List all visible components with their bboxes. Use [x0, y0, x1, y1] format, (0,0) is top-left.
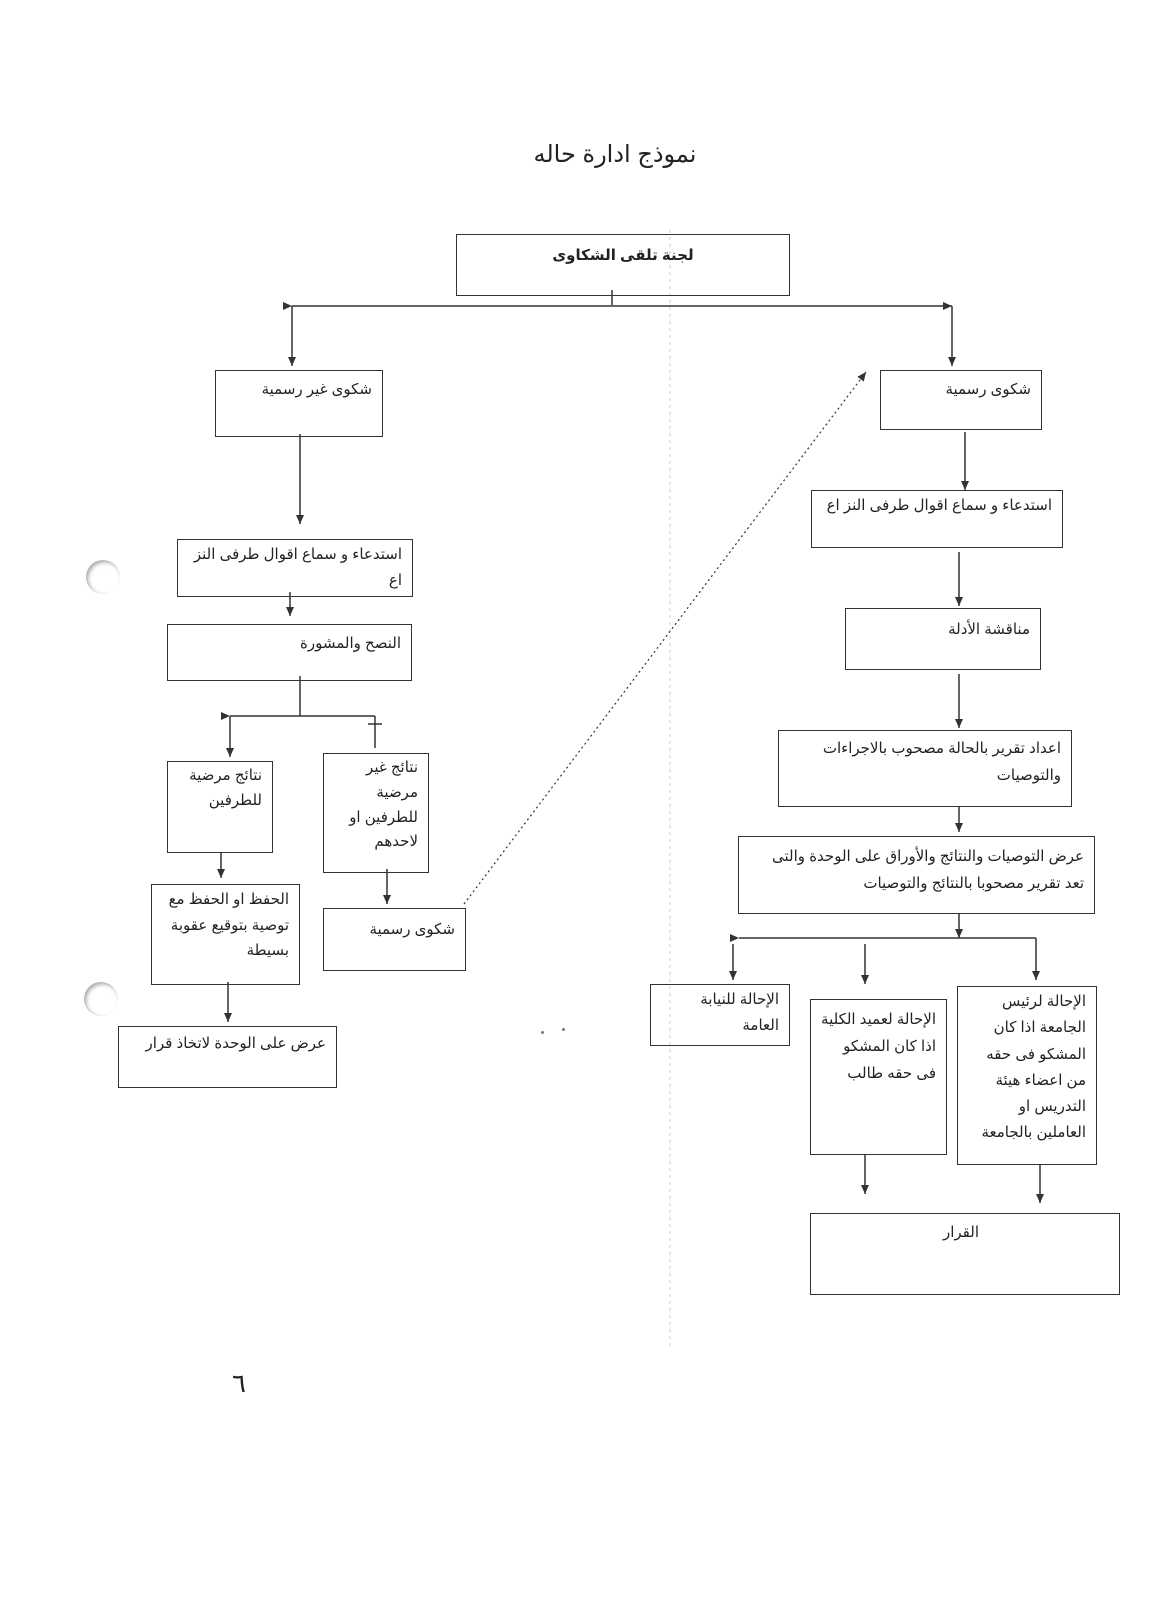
informal-formal-complaint-box: شكوى رسمية	[323, 908, 466, 971]
formal-summon-box: استدعاء و سماع اقوال طرفى النز اع	[811, 490, 1063, 548]
unsatisfactory-results-box: نتائج غير مرضية للطرفين او لاحدهم	[323, 753, 429, 873]
president-referral-box: الإحالة لرئيس الجامعة اذا كان المشكو فى حقه من اعضاء هيئة التدريس او العاملين بالجامعة	[957, 986, 1097, 1165]
formal-complaint-box: شكوى رسمية	[880, 370, 1042, 430]
advice-box: النصح والمشورة	[167, 624, 412, 681]
satisfactory-results-box: نتائج مرضية للطرفين	[167, 761, 273, 853]
page-number: ٦	[232, 1368, 246, 1398]
informal-summon-box: استدعاء و سماع اقوال طرفى النز اع	[177, 539, 413, 597]
present-unit-right-box: عرض التوصيات والنتائج والأوراق على الوحدة والتى تعد تقرير مصحوبا بالنتائج والتوصيات	[738, 836, 1095, 914]
committee-box: لجنة تلقى الشكاوى	[456, 234, 790, 296]
page-title: نموذج ادارة حاله	[533, 141, 697, 168]
dean-referral-box: الإحالة لعميد الكلية اذا كان المشكو فى حقه طالب	[810, 999, 947, 1155]
evidence-box: مناقشة الأدلة	[845, 608, 1041, 670]
public-prosecution-box: الإحالة للنيابة العامة	[650, 984, 790, 1046]
present-unit-left-box: عرض على الوحدة لاتخاذ قرار	[118, 1026, 337, 1088]
informal-complaint-box: شكوى غير رسمية	[215, 370, 383, 437]
report-box: اعداد تقرير بالحالة مصحوب بالاجراءات والتوصيات	[778, 730, 1072, 807]
archive-box: الحفظ او الحفظ مع توصية بتوقيع عقوبة بسيطة	[151, 884, 300, 985]
decision-box: القرار	[810, 1213, 1120, 1295]
dotted-escalation-arrow	[464, 372, 866, 904]
